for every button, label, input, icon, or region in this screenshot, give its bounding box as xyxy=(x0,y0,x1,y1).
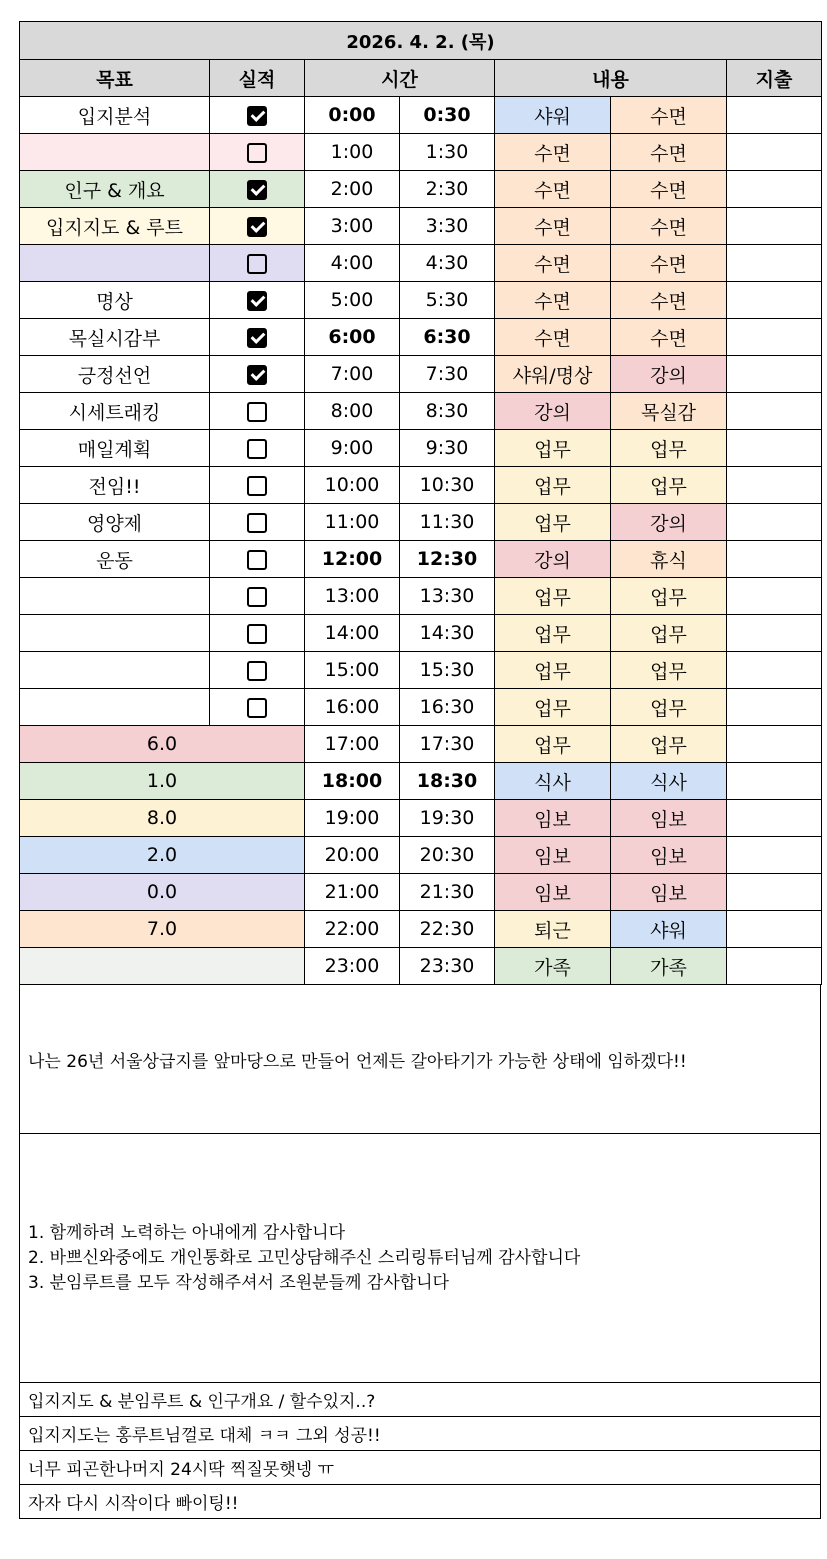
result-cell xyxy=(210,319,305,356)
expense-cell[interactable] xyxy=(727,948,822,985)
result-cell xyxy=(210,208,305,245)
content-cell[interactable]: 수면 xyxy=(611,171,727,208)
time-end-cell: 17:30 xyxy=(400,726,495,763)
result-cell xyxy=(210,615,305,652)
category-hours-cell: 7.0 xyxy=(20,911,305,948)
expense-cell[interactable] xyxy=(727,541,822,578)
unchecked-checkbox[interactable] xyxy=(247,439,267,459)
content-cell[interactable]: 수면 xyxy=(611,245,727,282)
schedule-row xyxy=(20,652,822,689)
goal-cell[interactable] xyxy=(20,245,210,282)
schedule-row xyxy=(20,208,822,245)
goal-cell[interactable]: 긍정선언 xyxy=(20,356,210,393)
goal-cell[interactable] xyxy=(20,134,210,171)
expense-cell[interactable] xyxy=(727,97,822,134)
gratitude-item: 1. 함께하려 노력하는 아내에게 감사합니다 xyxy=(28,1222,346,1243)
goal-statement-box xyxy=(20,985,820,1134)
schedule-row xyxy=(20,726,822,763)
content-cell[interactable]: 수면 xyxy=(495,319,611,356)
content-cell[interactable]: 임보 xyxy=(611,800,727,837)
schedule-row xyxy=(20,356,822,393)
goal-cell[interactable] xyxy=(20,689,210,726)
time-end-cell: 4:30 xyxy=(400,245,495,282)
time-end-cell: 9:30 xyxy=(400,430,495,467)
goal-cell[interactable]: 입지지도 & 루트 xyxy=(20,208,210,245)
result-cell xyxy=(210,652,305,689)
content-cell[interactable]: 업무 xyxy=(611,467,727,504)
expense-cell[interactable] xyxy=(727,837,822,874)
time-start-cell: 9:00 xyxy=(305,430,400,467)
expense-cell[interactable] xyxy=(727,800,822,837)
content-cell[interactable]: 임보 xyxy=(611,837,727,874)
schedule-row xyxy=(20,282,822,319)
content-cell[interactable]: 업무 xyxy=(611,726,727,763)
time-start-cell: 10:00 xyxy=(305,467,400,504)
result-cell xyxy=(210,282,305,319)
time-end-cell: 3:30 xyxy=(400,208,495,245)
unchecked-checkbox[interactable] xyxy=(247,476,267,496)
schedule-row xyxy=(20,689,822,726)
category-hours-cell: 8.0 xyxy=(20,800,305,837)
content-cell[interactable]: 가족 xyxy=(611,948,727,985)
gratitude-item: 3. 분임루트를 모두 작성해주셔서 조원분들께 감사합니다 xyxy=(28,1272,449,1293)
note-row xyxy=(20,1485,820,1519)
checked-checkbox[interactable] xyxy=(247,328,267,348)
expense-cell[interactable] xyxy=(727,652,822,689)
expense-cell[interactable] xyxy=(727,319,822,356)
time-end-cell: 15:30 xyxy=(400,652,495,689)
result-header: 실적 xyxy=(210,60,305,97)
goal-cell[interactable]: 명상 xyxy=(20,282,210,319)
schedule-row xyxy=(20,911,822,948)
daily-planner-sheet xyxy=(19,21,821,1519)
content-cell[interactable]: 수면 xyxy=(611,97,727,134)
gratitude-box xyxy=(20,1134,820,1383)
expense-cell[interactable] xyxy=(727,393,822,430)
content-cell[interactable]: 업무 xyxy=(611,430,727,467)
schedule-row xyxy=(20,393,822,430)
content-cell[interactable]: 퇴근 xyxy=(495,911,611,948)
result-cell xyxy=(210,504,305,541)
content-cell[interactable]: 식사 xyxy=(611,763,727,800)
expense-header: 지출 xyxy=(727,60,822,97)
checked-checkbox[interactable] xyxy=(247,217,267,237)
checked-checkbox[interactable] xyxy=(247,291,267,311)
content-cell[interactable]: 수면 xyxy=(495,171,611,208)
content-cell[interactable]: 업무 xyxy=(495,726,611,763)
result-cell xyxy=(210,245,305,282)
time-start-cell: 6:00 xyxy=(305,319,400,356)
time-start-cell: 17:00 xyxy=(305,726,400,763)
expense-cell[interactable] xyxy=(727,615,822,652)
time-end-cell: 13:30 xyxy=(400,578,495,615)
result-cell xyxy=(210,356,305,393)
time-start-cell: 19:00 xyxy=(305,800,400,837)
time-start-cell: 22:00 xyxy=(305,911,400,948)
expense-cell[interactable] xyxy=(727,689,822,726)
schedule-row xyxy=(20,615,822,652)
time-start-cell: 23:00 xyxy=(305,948,400,985)
content-cell[interactable]: 업무 xyxy=(611,615,727,652)
unchecked-checkbox[interactable] xyxy=(247,550,267,570)
content-cell[interactable]: 업무 xyxy=(495,504,611,541)
content-cell[interactable]: 강의 xyxy=(611,504,727,541)
content-cell[interactable]: 업무 xyxy=(495,652,611,689)
time-start-cell: 8:00 xyxy=(305,393,400,430)
expense-cell[interactable] xyxy=(727,356,822,393)
time-end-cell: 1:30 xyxy=(400,134,495,171)
content-cell[interactable]: 샤워 xyxy=(495,97,611,134)
content-cell[interactable]: 임보 xyxy=(495,800,611,837)
content-cell[interactable]: 업무 xyxy=(495,615,611,652)
time-end-cell: 20:30 xyxy=(400,837,495,874)
time-start-cell: 3:00 xyxy=(305,208,400,245)
content-cell[interactable]: 수면 xyxy=(611,319,727,356)
time-start-cell: 1:00 xyxy=(305,134,400,171)
result-cell xyxy=(210,97,305,134)
time-start-cell: 13:00 xyxy=(305,578,400,615)
content-cell[interactable]: 수면 xyxy=(495,208,611,245)
unchecked-checkbox[interactable] xyxy=(247,513,267,533)
date-header-row xyxy=(20,22,822,60)
schedule-table xyxy=(19,21,822,985)
result-cell xyxy=(210,171,305,208)
unchecked-checkbox[interactable] xyxy=(247,624,267,644)
expense-cell[interactable] xyxy=(727,134,822,171)
content-cell[interactable]: 수면 xyxy=(611,134,727,171)
goal-header: 목표 xyxy=(20,60,210,97)
expense-cell[interactable] xyxy=(727,208,822,245)
goal-cell[interactable]: 목실시감부 xyxy=(20,319,210,356)
date-title: 2026. 4. 2. (목) xyxy=(20,22,822,60)
time-start-cell: 18:00 xyxy=(305,763,400,800)
unchecked-checkbox[interactable] xyxy=(247,661,267,681)
category-hours-cell: 0.0 xyxy=(20,874,305,911)
unchecked-checkbox[interactable] xyxy=(247,587,267,607)
content-cell[interactable]: 수면 xyxy=(495,245,611,282)
schedule-row xyxy=(20,948,822,985)
category-hours-cell: 2.0 xyxy=(20,837,305,874)
schedule-row xyxy=(20,319,822,356)
content-cell[interactable]: 업무 xyxy=(495,467,611,504)
result-cell xyxy=(210,689,305,726)
time-start-cell: 5:00 xyxy=(305,282,400,319)
unchecked-checkbox[interactable] xyxy=(247,698,267,718)
content-cell[interactable]: 수면 xyxy=(611,208,727,245)
time-end-cell: 23:30 xyxy=(400,948,495,985)
time-end-cell: 5:30 xyxy=(400,282,495,319)
content-cell[interactable]: 식사 xyxy=(495,763,611,800)
time-start-cell: 15:00 xyxy=(305,652,400,689)
checked-checkbox[interactable] xyxy=(247,106,267,126)
goal-cell[interactable]: 입지분석 xyxy=(20,97,210,134)
time-start-cell: 20:00 xyxy=(305,837,400,874)
time-end-cell: 22:30 xyxy=(400,911,495,948)
expense-cell[interactable] xyxy=(727,245,822,282)
goal-cell[interactable] xyxy=(20,652,210,689)
time-end-cell: 21:30 xyxy=(400,874,495,911)
schedule-row xyxy=(20,467,822,504)
schedule-row xyxy=(20,504,822,541)
time-end-cell: 11:30 xyxy=(400,504,495,541)
time-start-cell: 14:00 xyxy=(305,615,400,652)
time-end-cell: 7:30 xyxy=(400,356,495,393)
content-header: 내용 xyxy=(495,60,727,97)
expense-cell[interactable] xyxy=(727,467,822,504)
expense-cell[interactable] xyxy=(727,430,822,467)
time-start-cell: 4:00 xyxy=(305,245,400,282)
result-cell xyxy=(210,541,305,578)
expense-cell[interactable] xyxy=(727,578,822,615)
expense-cell[interactable] xyxy=(727,911,822,948)
note-text: 입지지도 & 분임루트 & 인구개요 / 할수있지..? xyxy=(28,1392,376,1412)
content-cell[interactable]: 수면 xyxy=(495,134,611,171)
note-text: 자자 다시 시작이다 빠이팅!! xyxy=(28,1494,239,1514)
time-end-cell: 14:30 xyxy=(400,615,495,652)
time-end-cell: 8:30 xyxy=(400,393,495,430)
result-cell xyxy=(210,134,305,171)
content-cell[interactable]: 강의 xyxy=(495,393,611,430)
content-cell[interactable]: 업무 xyxy=(611,689,727,726)
note-text: 입지지도는 홍루트님껄로 대체 ㅋㅋ 그외 성공!! xyxy=(28,1426,381,1446)
note-row xyxy=(20,1383,820,1417)
category-hours-cell: 6.0 xyxy=(20,726,305,763)
time-start-cell: 21:00 xyxy=(305,874,400,911)
time-start-cell: 16:00 xyxy=(305,689,400,726)
goal-cell[interactable]: 시세트래킹 xyxy=(20,393,210,430)
time-end-cell: 19:30 xyxy=(400,800,495,837)
gratitude-item: 2. 바쁘신와중에도 개인통화로 고민상담해주신 스리링튜터님께 감사합니다 xyxy=(28,1247,581,1268)
goal-cell[interactable]: 전임!! xyxy=(20,467,210,504)
expense-cell[interactable] xyxy=(727,282,822,319)
goal-statement-text: 나는 26년 서울상급지를 앞마당으로 만들어 언제든 갈아타기가 가능한 상태에 임하겠다!! xyxy=(28,1051,687,1072)
expense-cell[interactable] xyxy=(727,171,822,208)
expense-cell[interactable] xyxy=(727,763,822,800)
time-header: 시간 xyxy=(305,60,495,97)
content-cell[interactable]: 업무 xyxy=(495,578,611,615)
content-cell[interactable]: 업무 xyxy=(611,652,727,689)
note-row xyxy=(20,1417,820,1451)
schedule-row xyxy=(20,763,822,800)
schedule-row xyxy=(20,541,822,578)
time-start-cell: 11:00 xyxy=(305,504,400,541)
schedule-row xyxy=(20,837,822,874)
goal-cell[interactable]: 인구 & 개요 xyxy=(20,171,210,208)
content-cell[interactable]: 수면 xyxy=(611,282,727,319)
schedule-row xyxy=(20,874,822,911)
content-cell[interactable]: 휴식 xyxy=(611,541,727,578)
result-cell xyxy=(210,393,305,430)
content-cell[interactable]: 강의 xyxy=(495,541,611,578)
category-hours-cell: 1.0 xyxy=(20,763,305,800)
schedule-row xyxy=(20,245,822,282)
column-header-row xyxy=(20,60,822,97)
checked-checkbox[interactable] xyxy=(247,365,267,385)
content-cell[interactable]: 샤워/명상 xyxy=(495,356,611,393)
time-start-cell: 0:00 xyxy=(305,97,400,134)
content-cell[interactable]: 목실감 xyxy=(611,393,727,430)
schedule-row xyxy=(20,578,822,615)
result-cell xyxy=(210,430,305,467)
content-cell[interactable]: 가족 xyxy=(495,948,611,985)
time-end-cell: 2:30 xyxy=(400,171,495,208)
time-end-cell: 12:30 xyxy=(400,541,495,578)
content-cell[interactable]: 수면 xyxy=(495,282,611,319)
result-cell xyxy=(210,467,305,504)
schedule-row xyxy=(20,430,822,467)
schedule-row xyxy=(20,800,822,837)
time-start-cell: 12:00 xyxy=(305,541,400,578)
expense-cell[interactable] xyxy=(727,726,822,763)
content-cell[interactable]: 임보 xyxy=(495,837,611,874)
content-cell[interactable]: 샤워 xyxy=(611,911,727,948)
expense-cell[interactable] xyxy=(727,874,822,911)
unchecked-checkbox[interactable] xyxy=(247,402,267,422)
goal-cell[interactable]: 운동 xyxy=(20,541,210,578)
time-end-cell: 0:30 xyxy=(400,97,495,134)
time-end-cell: 6:30 xyxy=(400,319,495,356)
goal-cell[interactable]: 영양제 xyxy=(20,504,210,541)
content-cell[interactable]: 임보 xyxy=(611,874,727,911)
unchecked-checkbox[interactable] xyxy=(247,254,267,274)
time-end-cell: 10:30 xyxy=(400,467,495,504)
category-hours-cell xyxy=(20,948,305,985)
note-row xyxy=(20,1451,820,1485)
content-cell[interactable]: 업무 xyxy=(611,578,727,615)
time-end-cell: 18:30 xyxy=(400,763,495,800)
checked-checkbox[interactable] xyxy=(247,180,267,200)
time-start-cell: 2:00 xyxy=(305,171,400,208)
schedule-row xyxy=(20,171,822,208)
expense-cell[interactable] xyxy=(727,504,822,541)
reflection-section xyxy=(19,985,821,1519)
schedule-row xyxy=(20,134,822,171)
content-cell[interactable]: 업무 xyxy=(495,689,611,726)
time-end-cell: 16:30 xyxy=(400,689,495,726)
content-cell[interactable]: 강의 xyxy=(611,356,727,393)
unchecked-checkbox[interactable] xyxy=(247,143,267,163)
goal-cell[interactable]: 매일계획 xyxy=(20,430,210,467)
content-cell[interactable]: 업무 xyxy=(495,430,611,467)
content-cell[interactable]: 임보 xyxy=(495,874,611,911)
result-cell xyxy=(210,578,305,615)
time-start-cell: 7:00 xyxy=(305,356,400,393)
goal-cell[interactable] xyxy=(20,615,210,652)
schedule-row xyxy=(20,97,822,134)
note-text: 너무 피곤한나머지 24시딱 찍질못햇넹 ㅠ xyxy=(28,1460,334,1480)
goal-cell[interactable] xyxy=(20,578,210,615)
